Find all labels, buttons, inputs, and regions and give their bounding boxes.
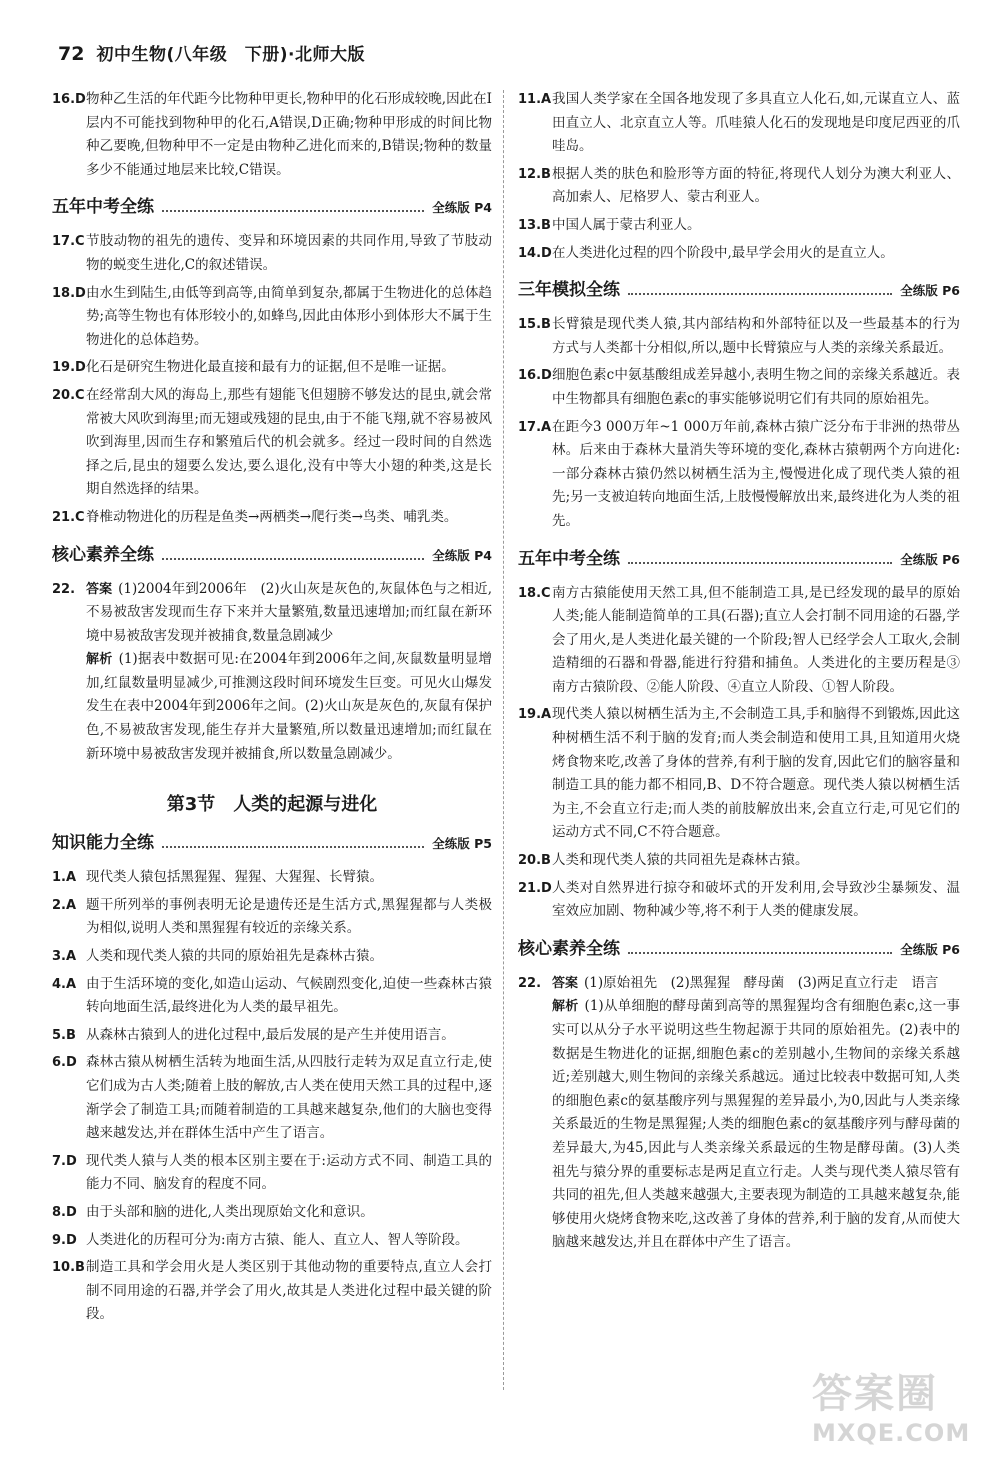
- dotted-leader: [628, 940, 892, 954]
- item-text: 物种乙生活的年代距今比物种甲更长,物种甲的化石形成较晚,因此在Ⅰ层内不可能找到物种甲的化石,A错误,D正确;物种甲形成的时间比物种乙要晚,但物种甲不一定是由物种乙进化而来的,B错误;物种的数量多少不能通过地层来比较,C错误。: [86, 91, 492, 178]
- item-text: 长臂猿是现代类人猿,其内部结构和外部特征以及一些最基本的行为方式与人类都十分相似,所以,题中长臂猿应与人类的亲缘关系最近。: [552, 316, 960, 356]
- item-number: 16.D: [518, 368, 552, 384]
- item-text: 在人类进化过程的四个阶段中,最早学会用火的是直立人。: [552, 244, 894, 261]
- answer-item: [52, 973, 492, 1020]
- answer-item: [52, 88, 492, 182]
- dotted-leader: [162, 834, 424, 848]
- dotted-leader: [162, 198, 424, 212]
- item-number: 13.B: [518, 217, 551, 233]
- answer-item: [52, 1150, 492, 1197]
- section-heading: [518, 934, 960, 964]
- section-title: 五年中考全练: [52, 197, 154, 218]
- answer-item: [52, 894, 492, 941]
- item-text: 制造工具和学会用火是人类区别于其他动物的重要特点,直立人会打制不同用途的石器,并学会了用火,故其是人类进化过程中最关键的阶段。: [86, 1259, 492, 1323]
- answer-item: [518, 242, 960, 266]
- item-text: 化石是研究生物进化最直接和最有力的证据,但不是唯一证据。: [86, 359, 455, 376]
- item-number: 2.A: [52, 897, 77, 913]
- item-text: 节肢动物的祖先的遗传、变异和环境因素的共同作用,导致了节肢动物的蜕变生进化,C的叙述错误。: [86, 233, 492, 273]
- item-text: 人类和现代类人猿的共同祖先是森林古猿。: [552, 852, 809, 869]
- answer-item: [52, 230, 492, 277]
- page-number: 72: [58, 43, 85, 65]
- answer-item: [518, 972, 960, 1255]
- answer-item: [52, 945, 492, 969]
- item-number: 15.B: [518, 317, 551, 333]
- item-number: 1.A: [52, 870, 77, 886]
- answer-text: (1)2004年到2006年 (2)火山灰是灰色的,灰鼠体色与之相近,不易被敌害发现而生存下来并大量繁殖,数量迅速增加;而红鼠在新环境中易被敌害发现并被捕食,数量急剧减少: [86, 580, 492, 644]
- item-number: 16.D: [52, 92, 86, 107]
- watermark: [812, 1362, 982, 1452]
- section-page-ref: 全练版 P6: [900, 941, 960, 957]
- section-heading: [52, 540, 492, 570]
- item-number: 22.: [518, 975, 542, 991]
- item-text: 中国人属于蒙古利亚人。: [552, 216, 701, 233]
- item-text: 人类对自然界进行掠夺和破坏式的开发利用,会导致沙尘暴频发、温室效应加剧、物种减少等,将不利于人类的健康发展。: [552, 879, 960, 920]
- section-page-ref: 全练版 P4: [432, 200, 492, 216]
- section-title: 核心素养全练: [52, 544, 154, 565]
- item-text: 现代类人猿包括黑猩猩、猩猩、大猩猩、长臂猿。: [86, 869, 383, 886]
- item-text: 根据人类的肤色和脸形等方面的特征,将现代人划分为澳大利亚人、高加索人、尼格罗人、蒙古利亚人。: [552, 165, 960, 206]
- item-text: 题干所列举的事例表明无论是遗传还是生活方式,黑猩猩都与人类极为相似,说明人类和黑猩猩有较近的亲缘关系。: [86, 896, 492, 937]
- item-number: 21.D: [518, 880, 552, 896]
- item-number: 19.D: [52, 360, 86, 376]
- answer-item: [518, 877, 960, 924]
- chapter-title: 第3节 人类的起源与进化: [166, 794, 378, 816]
- item-number: 19.A: [518, 707, 552, 723]
- section-title: 核心素养全练: [518, 938, 620, 959]
- dotted-leader: [628, 281, 892, 295]
- answer-item: [52, 1256, 492, 1327]
- section-heading: [518, 275, 960, 305]
- section-heading: [52, 828, 492, 858]
- item-text: 从森林古猿到人的进化过程中,最后发展的是产生并使用语言。: [86, 1026, 455, 1043]
- book-title: 初中生物(八年级 下册)·北师大版: [96, 45, 365, 65]
- answer-item: [518, 214, 960, 238]
- item-number: 20.B: [518, 853, 551, 869]
- watermark-url: MXQE.COM: [812, 1419, 971, 1447]
- item-text: 人类进化的历程可分为:南方古猿、能人、直立人、智人等阶段。: [86, 1231, 469, 1248]
- answer-item: [52, 356, 492, 380]
- item-number: 21.C: [52, 509, 85, 525]
- section-heading: [52, 192, 492, 222]
- item-text: 由于头部和脑的进化,人类出现原始文化和意识。: [86, 1203, 374, 1220]
- analysis-text: (1)据表中数据可见:在2004年到2006年之间,灰鼠数量明显增加,红鼠数量明显减少,可推测这段时间环境发生巨变。可见火山爆发发生在表中2004年到2006年之间。(2)火山灰是灰色的,灰鼠有保护色,不易被敌害发现,能生存并大量繁殖,所以数量迅速增加;而红鼠在新环境中易被敌害发现并被捕食,所以数量急剧减少。: [86, 651, 492, 762]
- answer-item: [52, 1201, 492, 1225]
- analysis-label: 解析: [86, 652, 113, 668]
- answer-item: [52, 506, 492, 530]
- item-text: 由于生活环境的变化,如造山运动、气候剧烈变化,迫使一些森林古猿转向地面生活,最终进化为人类的最早祖先。: [86, 975, 492, 1016]
- answer-item: [52, 384, 492, 502]
- section-page-ref: 全练版 P4: [432, 547, 492, 563]
- item-number: 9.D: [52, 1232, 77, 1248]
- answer-item: [52, 1229, 492, 1253]
- item-number: 8.D: [52, 1204, 77, 1220]
- item-text: 由水生到陆生,由低等到高等,由简单到复杂,都属于生物进化的总体趋势;高等生物也有体形较小的,如蜂鸟,因此由体形小到体形大不属于生物进化的总体趋势。: [86, 284, 492, 348]
- answer-item: [52, 866, 492, 890]
- answer-item: [518, 849, 960, 873]
- item-number: 11.A: [518, 92, 552, 107]
- analysis-text: (1)从单细胞的酵母菌到高等的黑猩猩均含有细胞色素c,这一事实可以从分子水平说明这些生物起源于共同的原始祖先。(2)表中的数据是生物进化的证据,细胞色素c的差别越小,生物间的亲缘关系越近;差别越大,则生物间的亲缘关系越远。通过比较表中数据可知,人类的细胞色素c的氨基酸序列与黑猩猩的差异最小,为0,因此与人类亲缘关系最近的生物是黑猩猩;人类的细胞色素c的氨基酸序列与酵母菌的差异最大,为45,因此与人类亲缘关系最远的生物是酵母菌。(3)人类祖先与猿分界的重要标志是两足直立行走。人类与现代类人猿尽管有共同的祖先,但人类越来越强大,主要表现为制造的工具越来越复杂,能够使用火烧烤食物来吃,这改善了身体的营养,利于脑的发育,从而使大脑越来越发达,并且在群体中产生了语言。: [552, 998, 960, 1251]
- section-heading: [518, 544, 960, 574]
- answer-item: [52, 578, 492, 767]
- item-text: 森林古猿从树栖生活转为地面生活,从四肢行走转为双足直立行走,使它们成为古人类;随着上肢的解放,古人类在使用天然工具的过程中,逐渐学会了制造工具;而随着制造的工具越来越复杂,他们的大脑也变得越来越发达,并在群体生活中产生了语言。: [86, 1054, 492, 1142]
- answer-item: [52, 1051, 492, 1145]
- item-number: 22.: [52, 581, 76, 597]
- section-page-ref: 全练版 P6: [900, 283, 960, 299]
- item-number: 14.D: [518, 245, 552, 261]
- answer-item: [518, 88, 960, 159]
- item-number: 5.B: [52, 1027, 76, 1043]
- answer-item: [518, 313, 960, 360]
- item-number: 17.A: [518, 419, 552, 435]
- answer-text: (1)原始祖先 (2)黑猩猩 酵母菌 (3)两足直立行走 语言: [584, 974, 939, 991]
- analysis-label: 解析: [552, 999, 579, 1015]
- section-title: 三年模拟全练: [518, 280, 620, 301]
- dotted-leader: [628, 550, 892, 564]
- item-number: 7.D: [52, 1153, 77, 1169]
- item-text: 在距今3 000万年~1 000万年前,森林古猿广泛分布于非洲的热带丛林。后来由于森林大量消失等环境的变化,森林古猿朝两个方向进化:一部分森林古猿仍然以树栖生活为主,慢慢进化成了现代类人猿的祖先;另一支被迫转向地面生活,上肢慢慢解放出来,最终进化为人类的祖先。: [552, 418, 960, 529]
- dotted-leader: [162, 546, 424, 560]
- answer-item: [518, 163, 960, 210]
- section-page-ref: 全练版 P5: [432, 836, 492, 852]
- answer-label: 答案: [86, 581, 113, 597]
- item-text: 现代类人猿以树栖生活为主,不会制造工具,手和脑得不到锻炼,因此这种树栖生活不利于脑的发育;而人类会制造和使用工具,且知道用火烧烤食物来吃,改善了身体的营养,有利于脑的发育,因此它们的脑容量和制造工具的能力都不相同,B、D不符合题意。现代类人猿以树栖生活为主,不会直立行走;而人类的前肢解放出来,会直立行走,可见它们的运动方式不同,C不符合题意。: [552, 706, 960, 841]
- section-title: 五年中考全练: [518, 548, 620, 569]
- section-title: 知识能力全练: [52, 833, 154, 854]
- answer-item: [518, 416, 960, 534]
- item-number: 3.A: [52, 949, 77, 965]
- item-text: 现代类人猿与人类的根本区别主要在于:运动方式不同、制造工具的能力不同、脑发育的程度不同。: [86, 1152, 492, 1193]
- answer-item: [518, 582, 960, 700]
- watermark-logo: 答案圈: [812, 1371, 938, 1417]
- item-number: 18.C: [518, 585, 551, 601]
- item-number: 6.D: [52, 1055, 77, 1071]
- item-number: 4.A: [52, 976, 77, 992]
- page-header: [58, 40, 365, 72]
- answer-label: 答案: [552, 975, 579, 991]
- right-column: [518, 88, 960, 1259]
- item-text: 在经常刮大风的海岛上,那些有翅能飞但翅膀不够发达的昆虫,就会常常被大风吹到海里;而无翅或残翅的昆虫,由于不能飞翔,就不容易被风吹到海里,因而生存和繁殖后代的机会就多。经过一段时间的自然选择之后,昆虫的翅要么发达,要么退化,没有中等大小翅的种类,这是长期自然选择的结果。: [86, 386, 492, 498]
- answer-item: [52, 282, 492, 353]
- item-text: 人类和现代类人猿的共同的原始祖先是森林古猿。: [86, 948, 383, 965]
- item-text: 南方古猿能使用天然工具,但不能制造工具,是已经发现的最早的原始人类;能人能制造简单的工具(石器);直立人会打制不同用途的石器,学会了用火,是人类进化最关键的一个阶段;智人已经学会人工取火,会制造精细的石器和骨器,能进行狩猎和捕鱼。人类进化的主要历程是③南方古猿阶段、②能人阶段、④直立人阶段、①智人阶段。: [552, 584, 960, 695]
- item-number: 10.B: [52, 1260, 85, 1276]
- item-text: 脊椎动物进化的历程是鱼类→两栖类→爬行类→鸟类、哺乳类。: [86, 508, 458, 525]
- column-divider: [503, 90, 504, 1390]
- left-column: [52, 88, 492, 1331]
- section-page-ref: 全练版 P6: [900, 551, 960, 567]
- answer-item: [518, 364, 960, 411]
- item-number: 12.B: [518, 166, 551, 182]
- answer-item: [518, 703, 960, 845]
- answer-item: [52, 1024, 492, 1048]
- item-number: 20.C: [52, 387, 85, 403]
- item-number: 18.D: [52, 285, 86, 301]
- item-text: 我国人类学家在全国各地发现了多具直立人化石,如,元谋直立人、蓝田直立人、北京直立人等。爪哇猿人化石的发现地是印度尼西亚的爪哇岛。: [552, 91, 960, 155]
- item-number: 17.C: [52, 234, 85, 250]
- item-text: 细胞色素c中氨基酸组成差异越小,表明生物之间的亲缘关系越近。表中生物都具有细胞色素c的事实能够说明它们有共同的原始祖先。: [552, 367, 960, 407]
